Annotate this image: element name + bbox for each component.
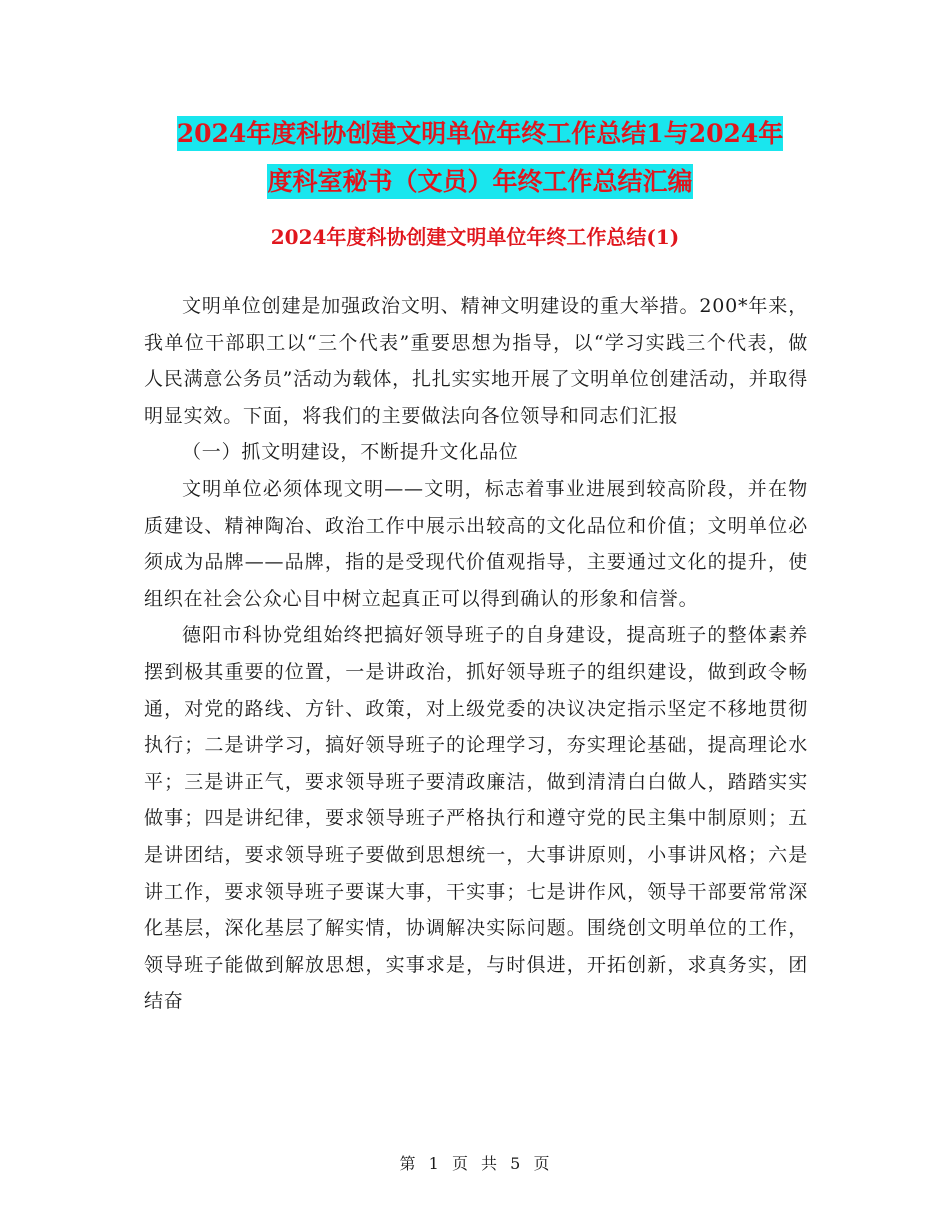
main-title-line-2: 度科室秘书（文员）年终工作总结汇编 <box>267 164 692 199</box>
page-footer <box>0 1152 950 1176</box>
section-title: 2024年度科协创建文明单位年终工作总结(1) <box>270 225 680 249</box>
document-body <box>144 288 808 1020</box>
main-title-line-1: 2024年度科协创建文明单位年终工作总结1与2024年 <box>177 116 784 151</box>
paragraph-leadership: 德阳市科协党组始终把搞好领导班子的自身建设，提高班子的整体素养摆到极其重要的位置，一是讲政治，抓好领导班子的组织建设，做到政令畅通，对党的路线、方针、政策，对上级党委的决议决定指示坚定不移地贯彻执行；二是讲学习，搞好领导班子的论理学习，夯实理论基础，提高理论水平；三是讲正气，要求领导班子要清政廉洁，做到清清白白做人，踏踏实实做事；四是讲纪律，要求领导班子严格执行和遵守党的民主集中制原则；五是讲团结，要求领导班子要做到思想统一，大事讲原则，小事讲风格；六是讲工作，要求领导班子要谋大事，干实事；七是讲作风，领导干部要常常深化基层，深化基层了解实情，协调解决实际问题。围绕创文明单位的工作，领导班子能做到解放思想，实事求是，与时俱进，开拓创新，求真务实，团结奋 <box>144 624 808 1013</box>
paragraph-intro: 文明单位创建是加强政治文明、精神文明建设的重大举措。200*年来，我单位干部职工以“三个代表”重要思想为指导，以“学习实践三个代表，做人民满意公务员”活动为载体，扎扎实实地开展了文明单位创建活动，并取得明显实效。下面，将我们的主要做法向各位领导和同志们汇报 <box>144 295 808 427</box>
document-main-title <box>130 110 830 206</box>
footer-total-pages: 5 <box>510 1154 522 1173</box>
footer-label-total: 共 <box>481 1154 499 1173</box>
footer-current-page: 1 <box>428 1154 440 1173</box>
paragraph-civilization: 文明单位必须体现文明——文明，标志着事业进展到较高阶段，并在物质建设、精神陶冶、政治工作中展示出较高的文化品位和价值；文明单位必须成为品牌——品牌，指的是受现代价值观指导，主要通过文化的提升，使组织在社会公众心目中树立起真正可以得到确认的形象和信誉。 <box>144 477 808 610</box>
footer-label-ye: 页 <box>451 1154 469 1173</box>
footer-label-page: 第 <box>399 1154 417 1173</box>
paragraph-heading-1: （一）抓文明建设，不断提升文化品位 <box>182 441 519 464</box>
footer-label-ye-2: 页 <box>533 1154 551 1173</box>
